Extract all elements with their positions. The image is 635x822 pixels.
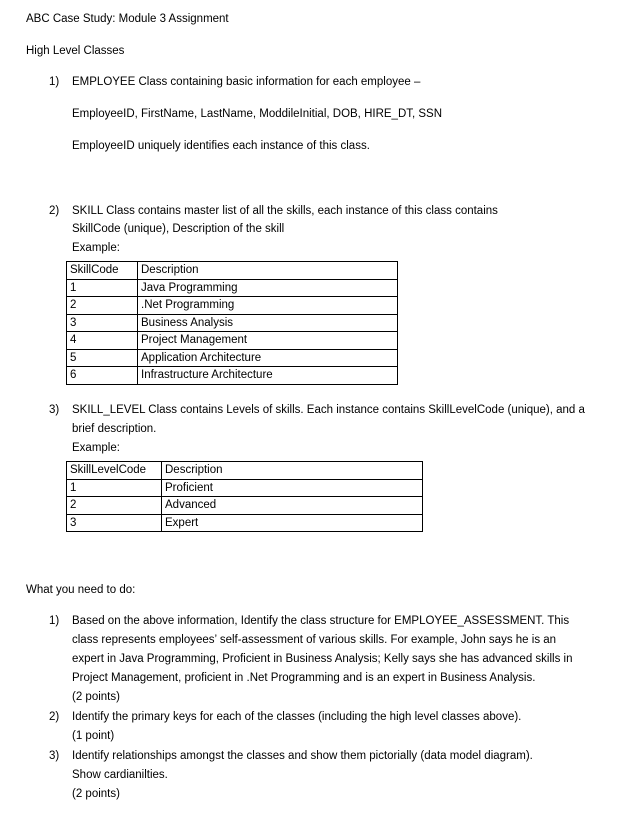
table-cell: Proficient [162,479,423,497]
table-header-cell: Description [138,262,398,280]
table-header-row [67,262,398,280]
employee-class-description: EMPLOYEE Class containing basic information for each employee – [72,76,421,88]
skill-class-description: SKILL Class contains master list of all the skills, each instance of this class contains [72,205,498,217]
task-line: Based on the above information, Identify the class structure for EMPLOYEE_ASSESSMENT. This [72,615,570,627]
table-header-row [67,462,423,480]
table-cell: 3 [67,314,138,332]
table-header-cell: SkillCode [67,262,138,280]
task-line: expert in Java Programming, Proficient in Business Analysis; Kelly says she has advanced skills in [72,653,573,665]
task-line: Identify the primary keys for each of the classes (including the high level classes above). [72,711,522,723]
table-cell: Project Management [138,332,398,350]
task-line: class represents employees’ self-assessment of various skills. For example, John says he is an [72,634,557,646]
table-cell: 3 [67,514,162,532]
table-cell: Expert [162,514,423,532]
table-row [67,514,423,532]
table-cell: Application Architecture [138,349,398,367]
table-row [67,297,398,315]
skill-level-table [66,461,423,532]
task-number: 2) [49,711,60,723]
task-points: (1 point) [72,730,115,742]
table-row [67,367,398,385]
table-header-cell: SkillLevelCode [67,462,162,480]
table-row [67,497,423,515]
table-row [67,479,423,497]
table-cell: Business Analysis [138,314,398,332]
table-row [67,332,398,350]
table-cell: 6 [67,367,138,385]
table-cell: 1 [67,279,138,297]
table-row [67,279,398,297]
example-label: Example: [72,242,120,254]
table-cell: Infrastructure Architecture [138,367,398,385]
table-cell: 5 [67,349,138,367]
table-cell: 2 [67,297,138,315]
task-line: Project Management, proficient in .Net Programming and is an expert in Business Analysis. [72,672,536,684]
table-cell: Advanced [162,497,423,515]
document-title: ABC Case Study: Module 3 Assignment [26,13,229,25]
employee-attributes: EmployeeID, FirstName, LastName, ModdileInitial, DOB, HIRE_DT, SSN [72,108,443,120]
employee-key-note: EmployeeID uniquely identifies each instance of this class. [72,140,370,152]
task-points: (2 points) [72,691,120,703]
table-row [67,349,398,367]
item-number: 3) [49,404,60,416]
skill-level-class-description: SKILL_LEVEL Class contains Levels of skills. Each instance contains SkillLevelCode (unique), and a [72,404,585,416]
table-cell: .Net Programming [138,297,398,315]
item-number: 2) [49,205,60,217]
table-cell: 4 [67,332,138,350]
table-cell: 1 [67,479,162,497]
table-cell: 2 [67,497,162,515]
task-line: Show cardianilties. [72,769,168,781]
skill-level-class-description-cont: brief description. [72,423,157,435]
table-header-cell: Description [162,462,423,480]
task-number: 1) [49,615,60,627]
task-line: Identify relationships amongst the classes and show them pictorially (data model diagram). [72,750,533,762]
table-cell: Java Programming [138,279,398,297]
example-label: Example: [72,442,120,454]
item-number: 1) [49,76,60,88]
skill-class-description-cont: SkillCode (unique), Description of the skill [72,223,285,235]
section-heading-high-level-classes: High Level Classes [26,45,125,57]
task-number: 3) [49,750,60,762]
skill-table [66,261,398,385]
section-heading-what-to-do: What you need to do: [26,584,136,596]
table-row [67,314,398,332]
task-points: (2 points) [72,788,120,800]
